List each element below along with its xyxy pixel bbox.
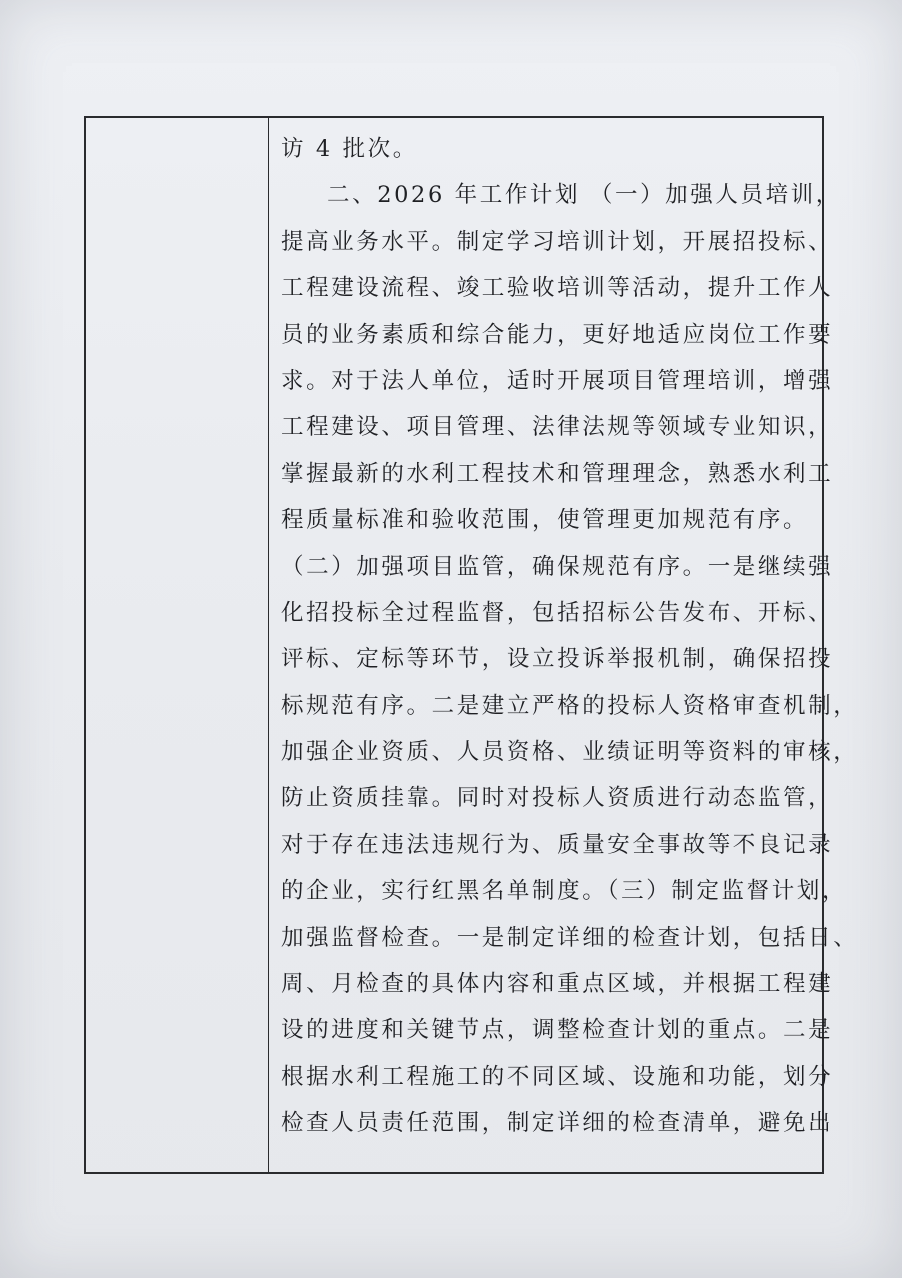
text-line-10: （二）加强项目监管，确保规范有序。一是继续强 [281, 553, 834, 580]
text-line-18: 加强监督检查。一是制定详细的检查计划，包括日、 [281, 924, 859, 951]
text-line-17: 的企业，实行红黑名单制度。（三）制定监督计划， [281, 878, 848, 905]
table-content-cell [269, 118, 859, 1172]
text-line-5: 员的业务素质和综合能力，更好地适应岗位工作要 [281, 321, 834, 348]
text-line-20: 设的进度和关键节点，调整检查计划的重点。二是 [281, 1017, 834, 1044]
text-line-21: 根据水利工程施工的不同区域、设施和功能，划分 [281, 1063, 834, 1090]
text-line-2: 二、2026 年工作计划 （一）加强人员培训， [327, 182, 841, 209]
text-line-14: 加强企业资质、人员资格、业绩证明等资料的审核， [281, 739, 859, 766]
text-line-7: 工程建设、项目管理、法律法规等领域专业知识， [281, 414, 834, 441]
text-line-11: 化招投标全过程监督，包括招标公告发布、开标、 [281, 599, 834, 626]
text-line-13: 标规范有序。二是建立严格的投标人资格审查机制， [281, 692, 859, 719]
text-line-9: 程质量标准和验收范围，使管理更加规范有序。 [281, 507, 809, 534]
text-line-15: 防止资质挂靠。同时对投标人资质进行动态监管， [281, 785, 834, 812]
text-line-22: 检查人员责任范围，制定详细的检查清单，避免出 [281, 1110, 834, 1137]
table-frame [84, 116, 859, 1174]
text-line-1: 访 4 批次。 [281, 136, 418, 162]
text-line-19: 周、月检查的具体内容和重点区域，并根据工程建 [281, 971, 834, 998]
text-line-3: 提高业务水平。制定学习培训计划，开展招投标、 [281, 228, 834, 255]
text-line-16: 对于存在违法违规行为、质量安全事故等不良记录 [281, 831, 834, 858]
text-line-4: 工程建设流程、竣工验收培训等活动，提升工作人 [281, 275, 834, 302]
text-line-6: 求。对于法人单位，适时开展项目管理培训，增强 [281, 367, 834, 394]
text-line-8: 掌握最新的水利工程技术和管理理念，熟悉水利工 [281, 460, 834, 487]
table-left-cell [86, 118, 269, 1172]
text-line-12: 评标、定标等环节，设立投诉举报机制，确保招投 [281, 646, 834, 673]
